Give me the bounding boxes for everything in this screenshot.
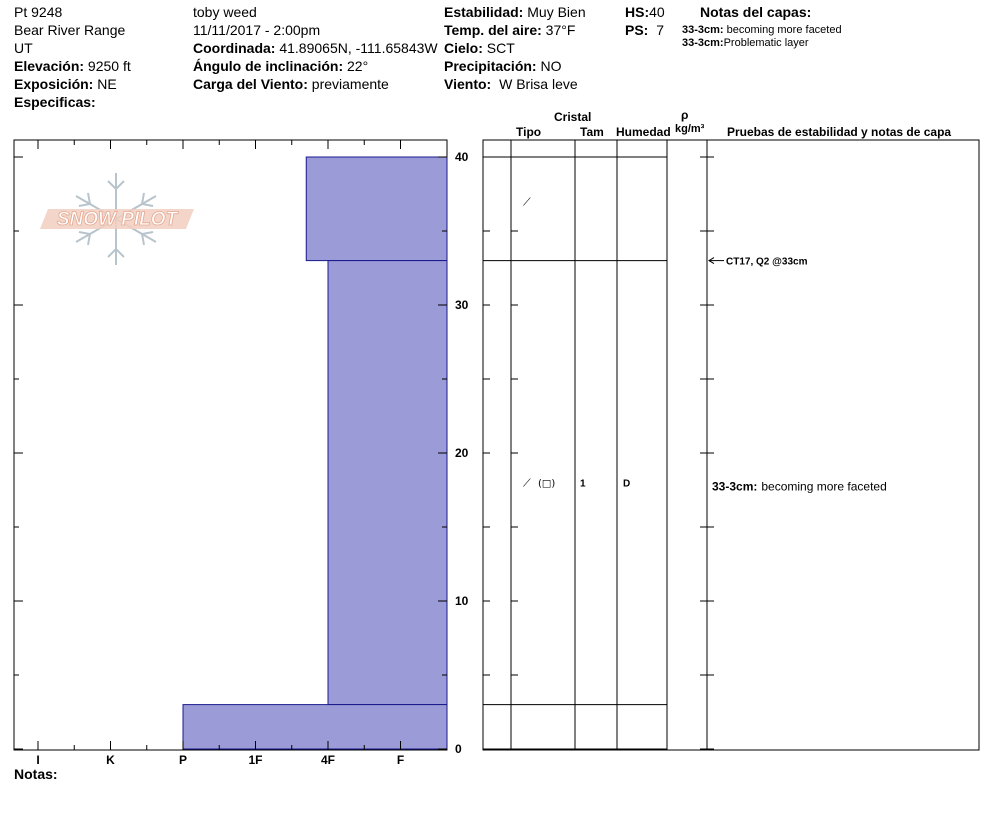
elevation-label: Elevación: [14, 58, 85, 74]
stability-value: Muy Bien [527, 4, 586, 20]
precip-value: NO [540, 58, 562, 74]
wind-label: Viento: [444, 76, 492, 92]
layer-detail-row [523, 195, 531, 208]
depth-tick-label: 20 [455, 446, 469, 460]
data-table-frame [483, 140, 979, 750]
density-unit: kg/m³ [675, 123, 705, 135]
hardness-axis [36, 753, 404, 767]
wind-value: W Brisa leve [499, 76, 578, 92]
grain-type-symbol: ⟋ [523, 476, 531, 490]
sky-label: Cielo: [444, 40, 483, 56]
depth-tick-label: 10 [455, 594, 469, 608]
moisture-header: Humedad [616, 125, 671, 139]
sky-value: SCT [486, 40, 515, 56]
air-temp-label: Temp. del aire: [444, 22, 542, 38]
site-name: Pt 9248 [14, 4, 63, 20]
observer-name: toby weed [193, 4, 257, 20]
logo-text: SNOW PILOT [56, 209, 178, 230]
table-depth-ticks [483, 157, 714, 749]
slope-value: 22° [347, 58, 369, 74]
hardness-tick-label: P [178, 753, 188, 767]
size-header: Tam [580, 125, 604, 139]
hardness-layer-bar [306, 157, 447, 261]
ps-value: 7 [656, 22, 665, 38]
type-header: Tipo [516, 125, 542, 139]
stability-test [709, 257, 808, 268]
grain-size: 1 [580, 478, 586, 490]
wind-load-label: Carga del Viento: [193, 76, 308, 92]
grain-type-secondary: (□) [538, 478, 556, 490]
layer-comment [712, 480, 887, 494]
snow-pilot-logo [40, 173, 194, 265]
depth-axis [455, 150, 469, 756]
layer-detail-row [523, 477, 630, 490]
crystal-header: Cristal [554, 110, 592, 124]
notes-label: Notas: [14, 766, 58, 782]
hs-label: HS: [625, 4, 650, 20]
hardness-layer-bar [183, 705, 447, 749]
slope-label: Ángulo de inclinación: [193, 58, 344, 74]
ps-label: PS: [625, 22, 649, 38]
elevation-value: 9250 ft [87, 58, 131, 74]
depth-tick-label: 30 [455, 298, 469, 312]
coord-label: Coordinada: [193, 40, 276, 56]
coord-value: 41.89065N, -111.65843W [279, 40, 438, 56]
hardness-layers [183, 157, 447, 749]
hardness-tick-label: 4F [320, 753, 336, 767]
density-symbol: ρ [681, 108, 689, 122]
specifics-label: Especificas: [14, 94, 96, 110]
stability-label: Estabilidad: [444, 4, 524, 20]
moisture-value: D [623, 478, 631, 490]
layer-note-text: Problematic layer [723, 37, 809, 49]
depth-tick-label: 0 [455, 742, 462, 756]
precip-label: Precipitación: [444, 58, 537, 74]
aspect-label: Exposición: [14, 76, 94, 92]
test-label: CT17, Q2 @33cm [726, 256, 808, 268]
hardness-layer-bar [328, 261, 447, 705]
tests-header: Pruebas de estabilidad y notas de capa [727, 125, 952, 139]
hardness-tick-label: K [106, 753, 115, 767]
layer-comment-depth: 33-3cm: [712, 479, 758, 494]
depth-tick-label: 40 [455, 150, 469, 164]
layer-notes-title: Notas del capas: [700, 4, 812, 20]
layer-note-depth: 33-3cm: [682, 37, 724, 49]
wind-load-value: previamente [311, 76, 389, 92]
hardness-tick-label: 1F [248, 753, 263, 767]
table-column-lines [511, 140, 707, 750]
state-name: UT [14, 40, 33, 56]
datetime: 11/11/2017 - 2:00pm [193, 22, 321, 38]
layer-note-depth: 33-3cm: [682, 24, 724, 36]
stability-tests [709, 257, 808, 268]
hs-value: 40 [649, 4, 665, 20]
hardness-tick-label: I [36, 753, 40, 767]
layer-comments [712, 480, 887, 494]
grain-type-symbol: ⟋ [523, 195, 531, 209]
layer-details [523, 195, 630, 489]
hardness-tick-label: F [396, 753, 405, 767]
aspect-value: NE [97, 76, 117, 92]
air-temp-value: 37°F [545, 22, 576, 38]
range-name: Bear River Range [14, 22, 126, 38]
layer-comment-text: becoming more faceted [761, 479, 887, 494]
layer-note-text: becoming more faceted [726, 24, 842, 36]
